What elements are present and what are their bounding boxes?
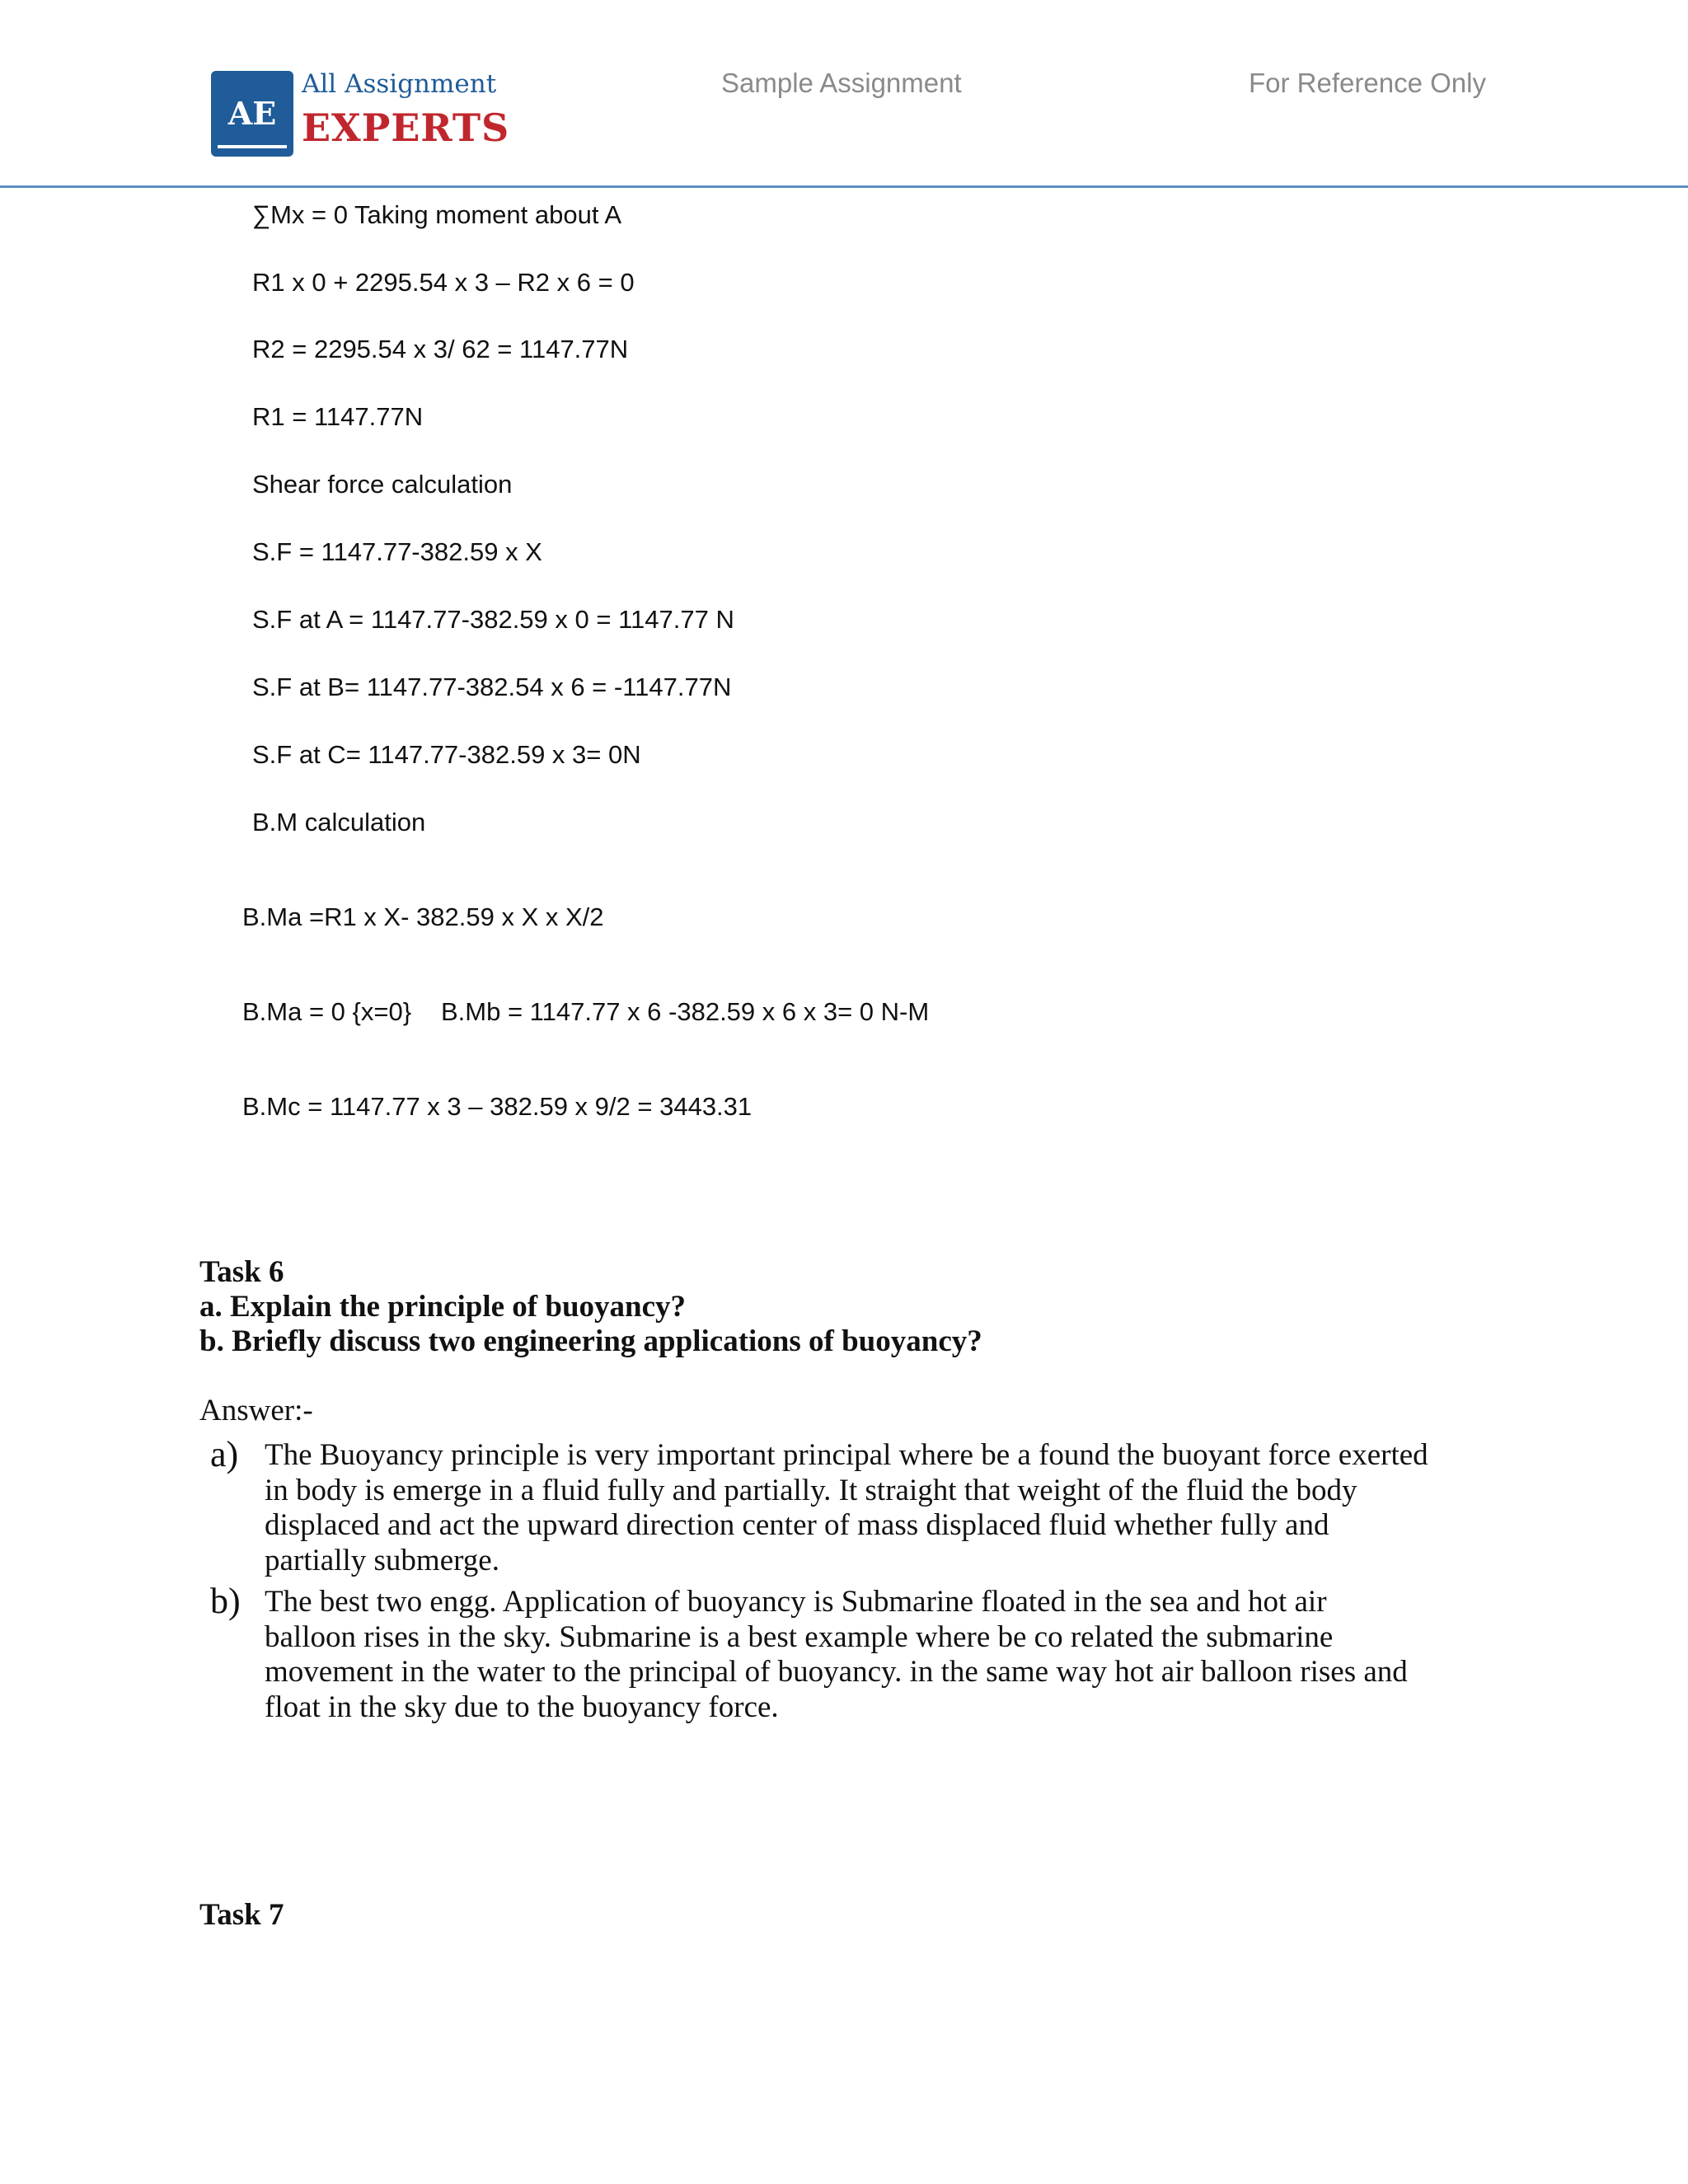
bending-line-1: B.Ma =R1 x X- 382.59 x X x X/2 [242,902,604,931]
calc-line-6: S.F = 1147.77-382.59 x X [252,537,542,566]
logo-line-2: EXPERTS [302,105,510,150]
calc-line-5: Shear force calculation [252,470,513,499]
calc-line-7: S.F at A = 1147.77-382.59 x 0 = 1147.77 N [252,605,734,634]
header-rule [0,185,1688,188]
bending-line-2b: B.Mb = 1147.77 x 6 -382.59 x 6 x 3= 0 N-M [441,997,930,1026]
calc-line-4: R1 = 1147.77N [252,402,424,431]
task6-question-a: a. Explain the principle of buoyancy? [199,1290,687,1324]
logo-badge: AE [211,71,293,157]
answer-label: Answer:- [199,1394,313,1427]
answer-marker-b: b) [210,1581,241,1621]
task6-question-b: b. Briefly discuss two engineering applications of buoyancy? [199,1324,982,1358]
answer-text-a: The Buoyancy principle is very important principal where be a found the buoyant force exerted in body is emerge in a fluid fully and partially. It straight that weight of the fluid the body displaced and act the upward direction center of mass displaced fluid whether fully and partially submerge. [265,1438,1428,1577]
task6-title: Task 6 [199,1255,284,1289]
calc-line-8: S.F at B= 1147.77-382.54 x 6 = -1147.77N [252,673,732,701]
logo-line-1: All Assignment [302,69,497,99]
calc-line-1: ∑Mx = 0 Taking moment about A [252,200,622,229]
company-logo [211,68,508,160]
calc-line-10: B.M calculation [252,808,426,837]
calc-line-9: S.F at C= 1147.77-382.59 x 3= 0N [252,740,641,769]
calc-line-2: R1 x 0 + 2295.54 x 3 – R2 x 6 = 0 [252,268,635,297]
answer-marker-a: a) [210,1434,239,1474]
calc-line-3: R2 = 2295.54 x 3/ 62 = 1147.77N [252,335,629,363]
bending-line-2a: B.Ma = 0 {x=0} [242,997,412,1026]
answer-text-b: The best two engg. Application of buoyancy is Submarine floated in the sea and hot air balloon rises in the sky. Submarine is a best example where be co related the submarine movement in the water to the principal of buoyancy. in the same way hot air balloon rises and float in the sky due to the buoyancy force. [265,1585,1408,1724]
page-header [0,0,1688,190]
task7-title: Task 7 [199,1898,284,1932]
header-right-text: For Reference Only [1249,68,1486,98]
header-center-text: Sample Assignment [721,68,962,98]
bending-line-3: B.Mc = 1147.77 x 3 – 382.59 x 9/2 = 3443.31 [242,1092,753,1121]
